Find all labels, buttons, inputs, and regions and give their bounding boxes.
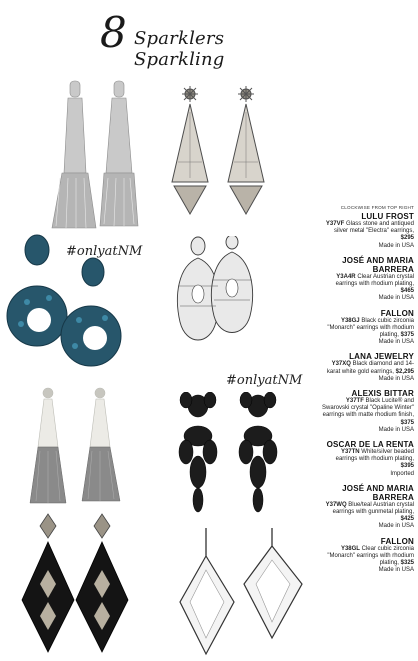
credit-text: Blue/teal Austrian crystal earrings with gunmetal plating, (332, 501, 414, 516)
credit-entry (322, 440, 414, 478)
hashtag-right: #onlyatNM (226, 373, 303, 388)
antiqued-chandelier-earrings-image (168, 82, 278, 232)
page-title (100, 8, 320, 70)
credit-entry (322, 389, 414, 434)
clear-kite-earrings-image (176, 526, 308, 658)
credit-brand: FALLON (380, 308, 414, 318)
credit-code: Y37TF (345, 398, 364, 405)
credit-origin: Made in USA (378, 295, 414, 302)
credit-description (322, 274, 414, 303)
credit-code: Y37TN (340, 449, 360, 456)
silver-tassel-earrings-image (30, 78, 140, 238)
credit-text: Black cubic zirconia "Monarch" earrings with rhodium plating, (327, 317, 414, 339)
credit-price: $295 (400, 235, 414, 242)
credit-entry (322, 212, 414, 250)
credit-description (322, 546, 414, 575)
credit-entry (322, 352, 414, 383)
credit-price: $425 (400, 516, 414, 523)
credit-text: White/silver beaded earrings with rhodium plating, (335, 449, 414, 463)
title-number: 8 (100, 8, 127, 57)
credit-origin: Made in USA (378, 426, 414, 433)
credit-text: Glass stone and antiqued silver metal "Electra" earrings, (334, 221, 414, 235)
credit-description (322, 449, 414, 478)
credit-brand: LANA JEWELRY (349, 352, 414, 362)
credit-brand: FALLON (380, 536, 414, 546)
black-diamond-earrings-image (18, 512, 138, 657)
credit-price: $395 (400, 463, 414, 470)
credit-origin: Made in USA (378, 242, 414, 249)
credits-column (322, 205, 414, 581)
credit-code: Y3A4R (336, 273, 356, 280)
credit-price: $465 (400, 288, 414, 295)
credit-text: Black diamond and 14-karat white gold earrings, (326, 361, 414, 375)
white-silver-tassel-earrings-image (28, 385, 128, 507)
clear-crystal-chandelier-earrings-image (172, 236, 288, 382)
credit-entry (322, 309, 414, 347)
credit-text: Black Lucite® and Swarovski crystal "Opaline Winter" earrings with matte rhodium finish, (322, 398, 414, 419)
credit-brand: OSCAR DE LA RENTA (326, 440, 414, 450)
credit-text: Clear cubic zirconia "Monarch" earrings with rhodium plating, (327, 545, 414, 567)
credit-code: Y38GL (340, 545, 360, 552)
credit-entry (322, 484, 414, 531)
credit-price: $325 (400, 560, 414, 567)
credit-origin: Made in USA (378, 375, 414, 382)
credit-text: Clear Austrian crystal earrings with rhodium plating, (335, 273, 414, 288)
hashtag-left: #onlyatNM (66, 244, 143, 259)
credit-description (322, 221, 414, 250)
credit-entry (322, 537, 414, 575)
credit-price: $2,295 (395, 368, 414, 375)
credit-brand: JOSÉ AND MARIA BARRERA (342, 483, 414, 502)
credit-description (322, 318, 414, 347)
credit-origin: Made in USA (378, 523, 414, 530)
credit-origin: Made in USA (378, 339, 414, 346)
credit-price: $375 (400, 332, 414, 339)
credit-brand: JOSÉ AND MARIA BARRERA (342, 255, 414, 274)
credit-price: $375 (400, 419, 414, 426)
credit-description (322, 361, 414, 383)
credits-header: CLOCKWISE FROM TOP RIGHT (340, 205, 414, 210)
title-text: Sparklers Sparkling (134, 28, 225, 70)
credit-description (322, 398, 414, 434)
credit-code: Y37WQ (325, 501, 347, 508)
credit-brand: LULU FROST (361, 212, 414, 221)
credit-brand: ALEXIS BITTAR (351, 389, 414, 399)
black-monarch-earrings-image (176, 392, 294, 520)
credit-code: Y37XQ (331, 361, 351, 368)
credit-description (322, 502, 414, 531)
credit-origin: Made in USA (378, 567, 414, 574)
credit-origin: Imported (390, 470, 414, 477)
credit-code: Y37VF (325, 221, 345, 227)
credit-code: Y38GJ (340, 317, 360, 324)
credit-entry (322, 256, 414, 303)
